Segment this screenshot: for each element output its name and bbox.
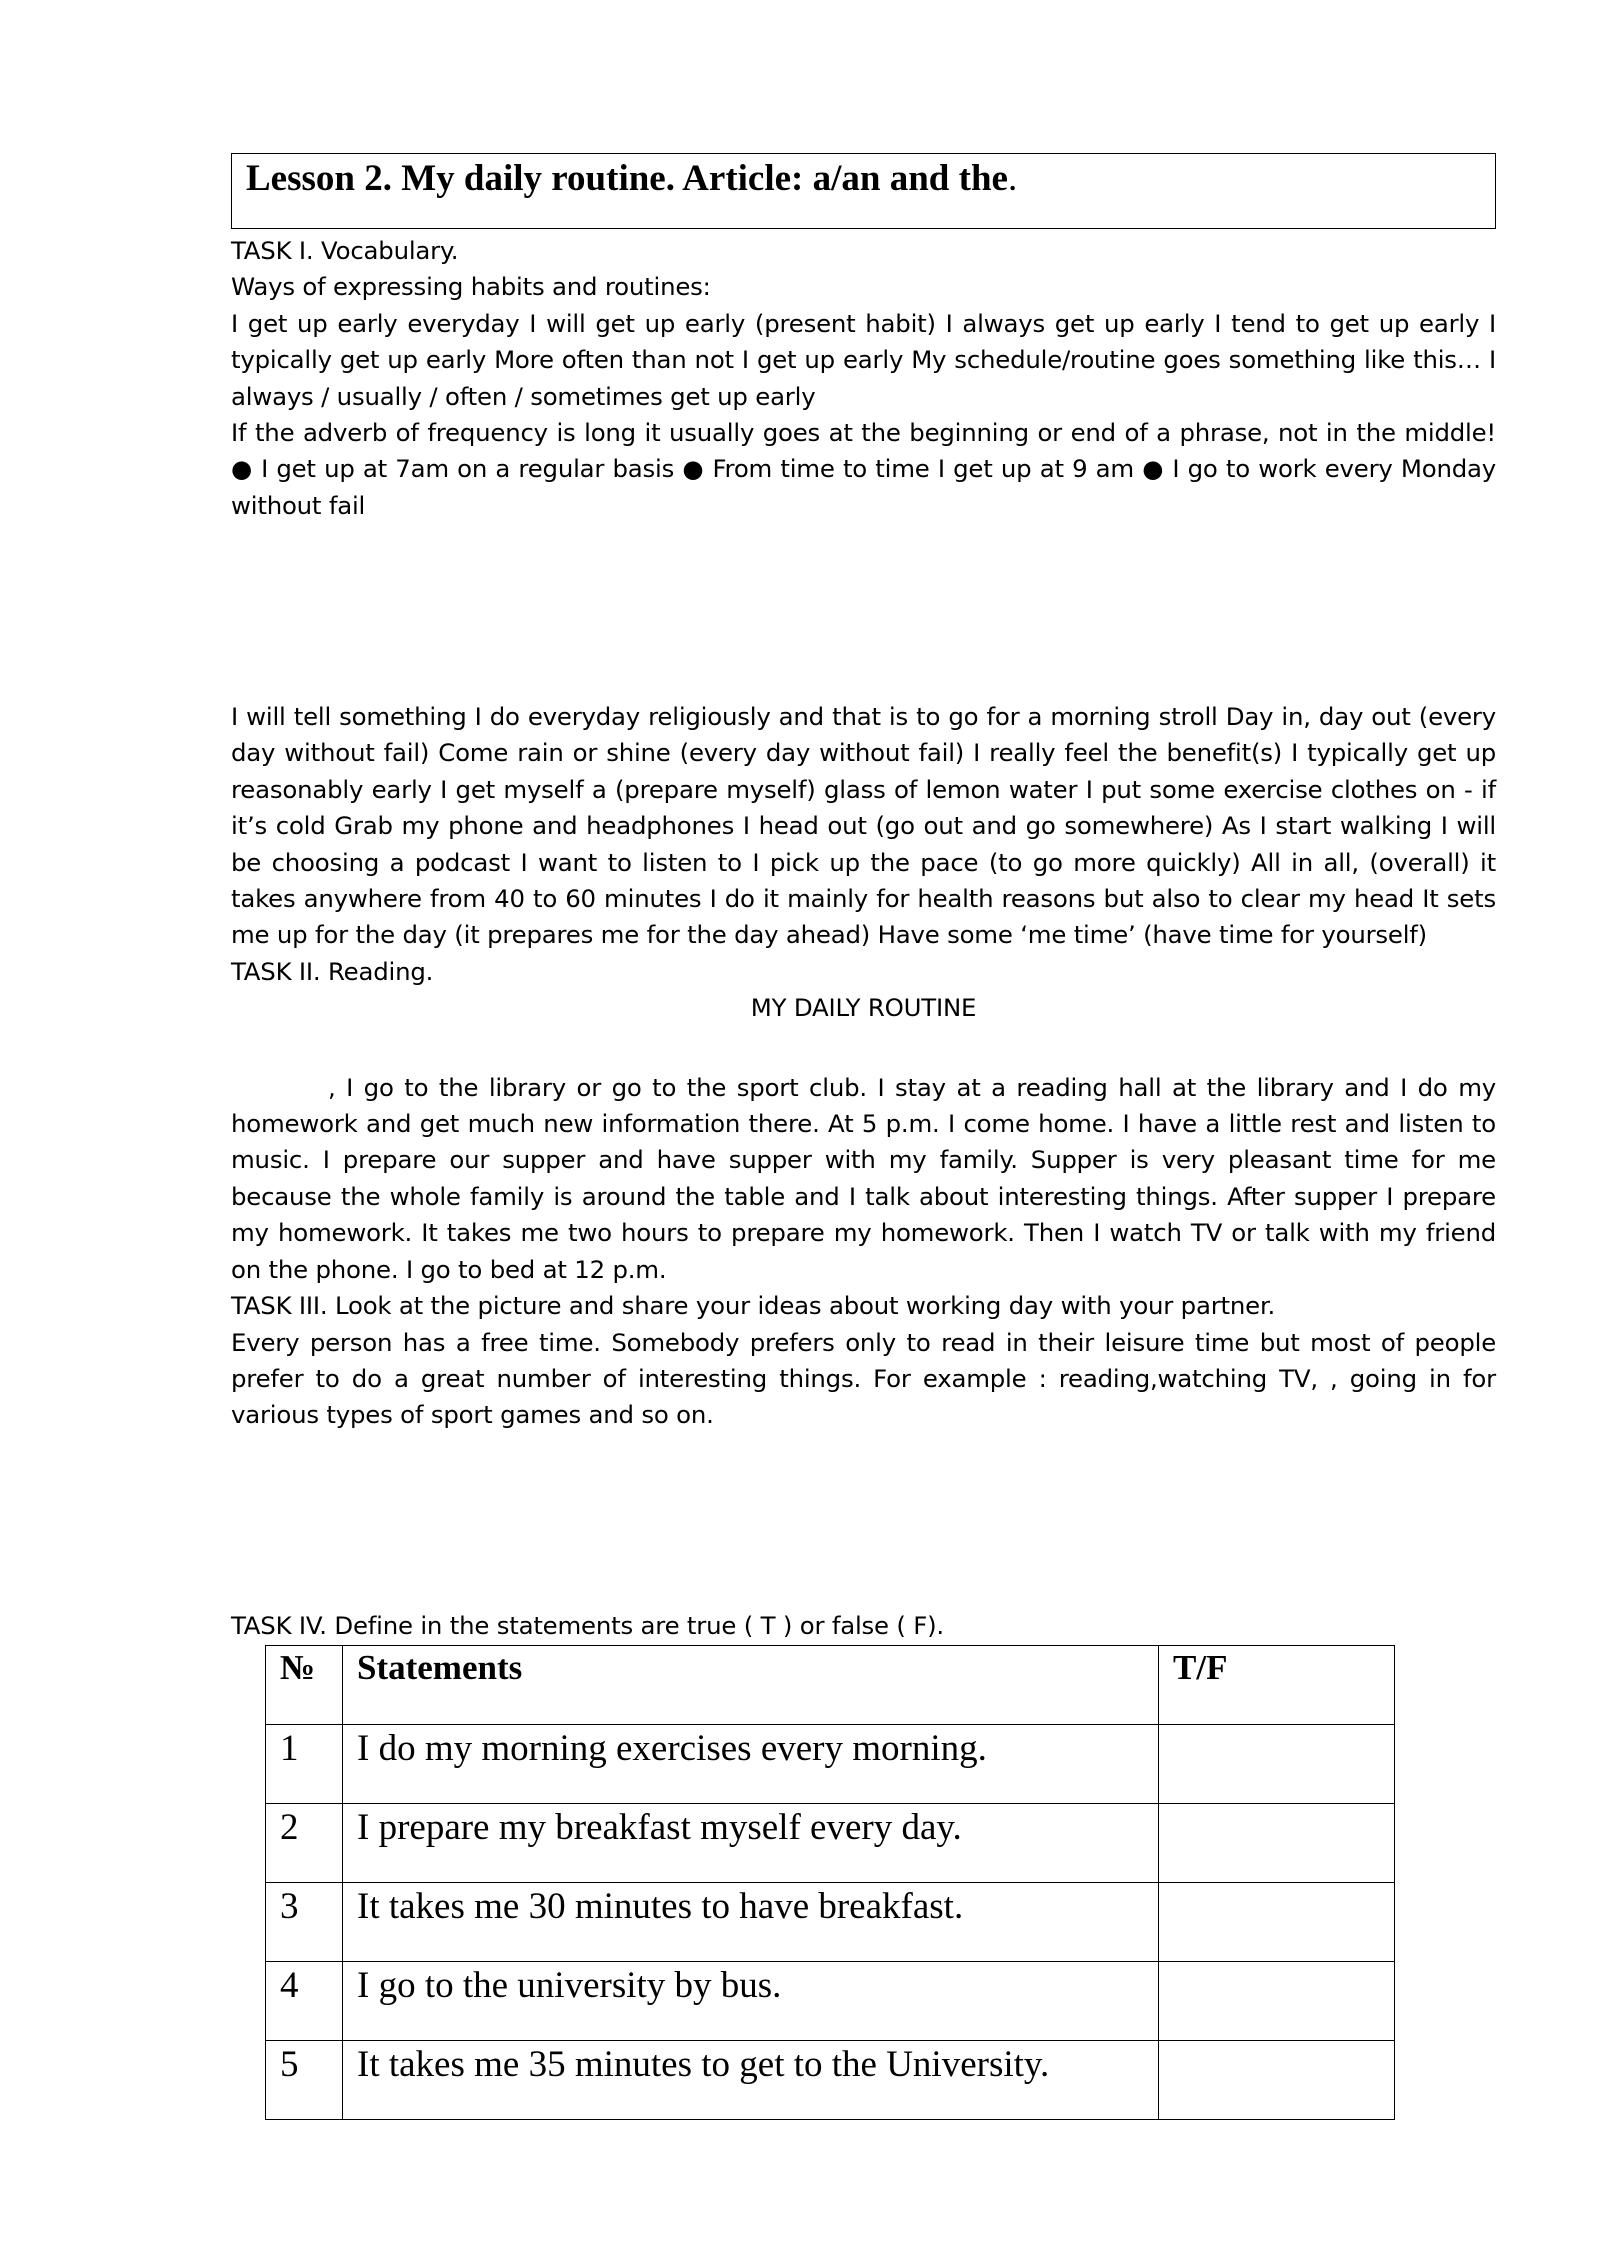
- spacer: [231, 1027, 1496, 1070]
- row-number: 1: [266, 1725, 343, 1804]
- task1-paragraph-adverbs: If the adverb of frequency is long it usually goes at the beginning or end of a phrase, not in the middle! ● I get up at 7am on a regular basis ● From time to time I get up at 9 am ● I go to work every Monday without fail: [231, 418, 1496, 520]
- row-number: 2: [266, 1804, 343, 1883]
- lesson-title-box: [231, 153, 1496, 229]
- lesson-title: Lesson 2. My daily routine. Article: a/an and the: [246, 158, 1008, 199]
- row-tf-answer-cell[interactable]: [1159, 1804, 1395, 1883]
- lesson-title-period: .: [1007, 158, 1018, 199]
- row-number: 3: [266, 1883, 343, 1962]
- task3-heading: TASK III. Look at the picture and share your ideas about working day with your partner.: [231, 1291, 1276, 1321]
- table-header-row: [266, 1646, 1395, 1725]
- task1-paragraph-habits: I get up early everyday I will get up early (present habit) I always get up early I tend to get up early I typically get up early More often than not I get up early My schedule/routine goes something like this… I always / usually / often / sometimes get up early: [231, 308, 1496, 411]
- table-row: [266, 1804, 1395, 1883]
- row-statement: I go to the university by bus.: [343, 1962, 1159, 2041]
- task1-continued-section: [231, 699, 1496, 1434]
- row-number: 4: [266, 1962, 343, 2041]
- task1-subheading: Ways of expressing habits and routines:: [231, 272, 711, 302]
- task1-paragraph-stroll: I will tell something I do everyday religiously and that is to go for a morning stroll Day in, day out (every day without fail) Come rain or shine (every day without fail) I really feel the benefit(s) I typically get up reasonably early I get myself a (prepare myself) glass of lemon water I put some exercise clothes on - if it’s cold Grab my phone and headphones I head out (go out and go somewhere) As I start walking I will be choosing a podcast I want to listen to I pick up the pace (to go more quickly) All in all, (overall) it takes anywhere from 40 to 60 minutes I do it mainly for health reasons but also to clear my head It sets me up for the day (it prepares me for the day ahead) Have some ‘me time’ (have time for yourself): [231, 702, 1496, 950]
- row-statement: I prepare my breakfast myself every day.: [343, 1804, 1159, 1883]
- column-header-number: №: [266, 1646, 343, 1725]
- task1-section: [231, 233, 1496, 524]
- table-row: [266, 1725, 1395, 1804]
- row-tf-answer-cell[interactable]: [1159, 1962, 1395, 2041]
- row-tf-answer-cell[interactable]: [1159, 2041, 1395, 2120]
- statements-table: [265, 1645, 1395, 2120]
- row-statement: I do my morning exercises every morning.: [343, 1725, 1159, 1804]
- column-header-statements: Statements: [343, 1646, 1159, 1725]
- row-tf-answer-cell[interactable]: [1159, 1883, 1395, 1962]
- task4-heading: TASK IV. Define in the statements are true ( T ) or false ( F).: [231, 1611, 944, 1640]
- column-header-tf: T/F: [1159, 1646, 1395, 1725]
- row-number: 5: [266, 2041, 343, 2120]
- task3-text: Every person has a free time. Somebody prefers only to read in their leisure time but most of people prefer to do a great number of interesting things. For example : reading,watching TV, , going in for various types of sport games and so on.: [231, 1327, 1496, 1430]
- row-tf-answer-cell[interactable]: [1159, 1725, 1395, 1804]
- row-statement: It takes me 35 minutes to get to the University.: [343, 2041, 1159, 2120]
- row-statement: It takes me 30 minutes to have breakfast.: [343, 1883, 1159, 1962]
- table-row: [266, 1883, 1395, 1962]
- task2-heading: TASK II. Reading.: [231, 956, 434, 986]
- reading-text: , I go to the library or go to the sport club. I stay at a reading hall at the library and I do my homework and get much new information there. At 5 p.m. I come home. I have a little rest and listen to music. I prepare our supper and have supper with my family. Supper is very pleasant time for me because the whole family is around the table and I talk about interesting things. After supper I prepare my homework. It takes me two hours to prepare my homework. Then I watch TV or talk with my friend on the phone. I go to bed at 12 p.m.: [231, 1072, 1496, 1284]
- table-row: [266, 2041, 1395, 2120]
- task1-heading: TASK I. Vocabulary.: [231, 236, 459, 265]
- table-row: [266, 1962, 1395, 2041]
- reading-text-title: MY DAILY ROUTINE: [750, 993, 977, 1023]
